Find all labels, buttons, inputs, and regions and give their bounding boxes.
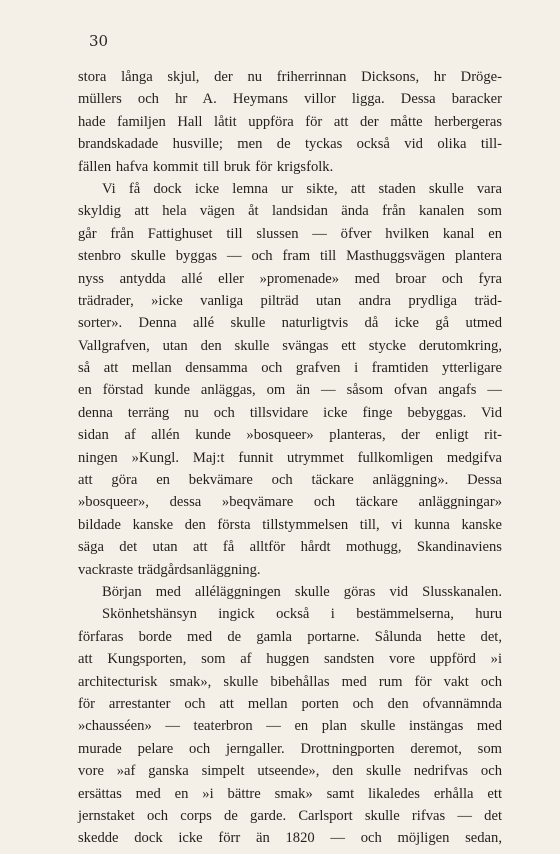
- text-line: Vallgrafven, utan den skulle svängas ett stycke derutomkring,: [78, 337, 502, 354]
- text-line: fällen hafva kommit till bruk för krigsfolk.: [78, 158, 334, 175]
- text-line: architecturisk smak», skulle bibehållas med rum för vakt och: [78, 673, 502, 690]
- text-line: stenbro skulle byggas — och fram till Masthuggsvägen plantera: [78, 248, 502, 265]
- text-line: så att mellan densamma och grafven i framtiden ytterligare: [78, 360, 502, 377]
- text-line: sidan af allén kunde »bosqueer» planteras, der enligt rit-: [78, 427, 502, 444]
- text-line: att göra en bekvämare och täckare anläggning». Dessa: [78, 472, 502, 489]
- page-number: 30: [89, 32, 109, 50]
- text-line: skedde dock icke förr än 1820 — och möjligen sedan,: [78, 830, 502, 847]
- body-text: [78, 66, 502, 850]
- text-line: förfaras borde med de gamla portarne. Sålunda hette det,: [78, 628, 502, 645]
- text-line: en förstad kunde anläggas, om än — såsom ofvan angafs —: [78, 382, 502, 399]
- text-line: för arrestanter och att mellan porten och den ofvannämnda: [78, 695, 502, 712]
- text-line: går från Fattighuset till slussen — öfver hvilken kanal en: [78, 225, 502, 242]
- text-line: trädrader, »icke vanliga pilträd utan andra prydliga träd-: [78, 292, 502, 309]
- text-line: skyldig att hela vägen åt landsidan ända från kanalen som: [78, 203, 502, 220]
- text-line: murade pelare och jerngaller. Drottningporten deremot, som: [78, 740, 502, 757]
- text-line: vackraste trädgårdsanläggning.: [78, 561, 261, 578]
- text-line: sorter». Denna allé skulle naturligtvis då icke gå utmed: [78, 315, 502, 332]
- text-line: »bosqueer», dessa »beqvämare och täckare anläggningar»: [78, 494, 502, 511]
- text-line: ersättas med en »i bättre smak» samt likaledes erhålla ett: [78, 785, 502, 802]
- text-line: hade familjen Hall låtit uppföra för att der måtte herbergeras: [78, 113, 502, 130]
- text-line: Vi få dock icke lemna ur sikte, att staden skulle vara: [102, 180, 502, 197]
- text-line: Början med alléläggningen skulle göras vid Slusskanalen.: [102, 583, 502, 600]
- text-line: »chausséen» — teaterbron — en plan skulle instängas med: [78, 718, 502, 735]
- text-line: müllers och hr A. Heymans villor ligga. Dessa baracker: [78, 91, 502, 108]
- text-line: säga det utan att få alltför hårdt mothugg, Skandinaviens: [78, 539, 502, 556]
- text-line: denna terräng nu och tillsvidare icke finge bebyggas. Vid: [78, 404, 502, 421]
- text-line: att Kungsporten, som af huggen sandsten vore uppförd »i: [78, 651, 502, 668]
- text-line: stora långa skjul, der nu friherrinnan Dicksons, hr Dröge-: [78, 69, 502, 85]
- text-line: nyss antydda allé eller »promenade» med broar och fyra: [78, 270, 502, 287]
- text-line: brandskadade husville; men de tyckas också vid olika till-: [78, 136, 502, 153]
- text-line: bildade kanske den första tillstymmelsen till, vi kunna kanske: [78, 516, 502, 533]
- text-line: Skönhetshänsyn ingick också i bestämmelserna, huru: [102, 606, 502, 623]
- text-line: jernstaket och corps de garde. Carlsport skulle rifvas — det: [78, 807, 502, 824]
- text-line: ningen »Kungl. Maj:t funnit utrymmet fullkomligen medgifva: [78, 449, 502, 466]
- text-line: vore »af ganska simpelt utseende», den skulle nedrifvas och: [78, 763, 502, 780]
